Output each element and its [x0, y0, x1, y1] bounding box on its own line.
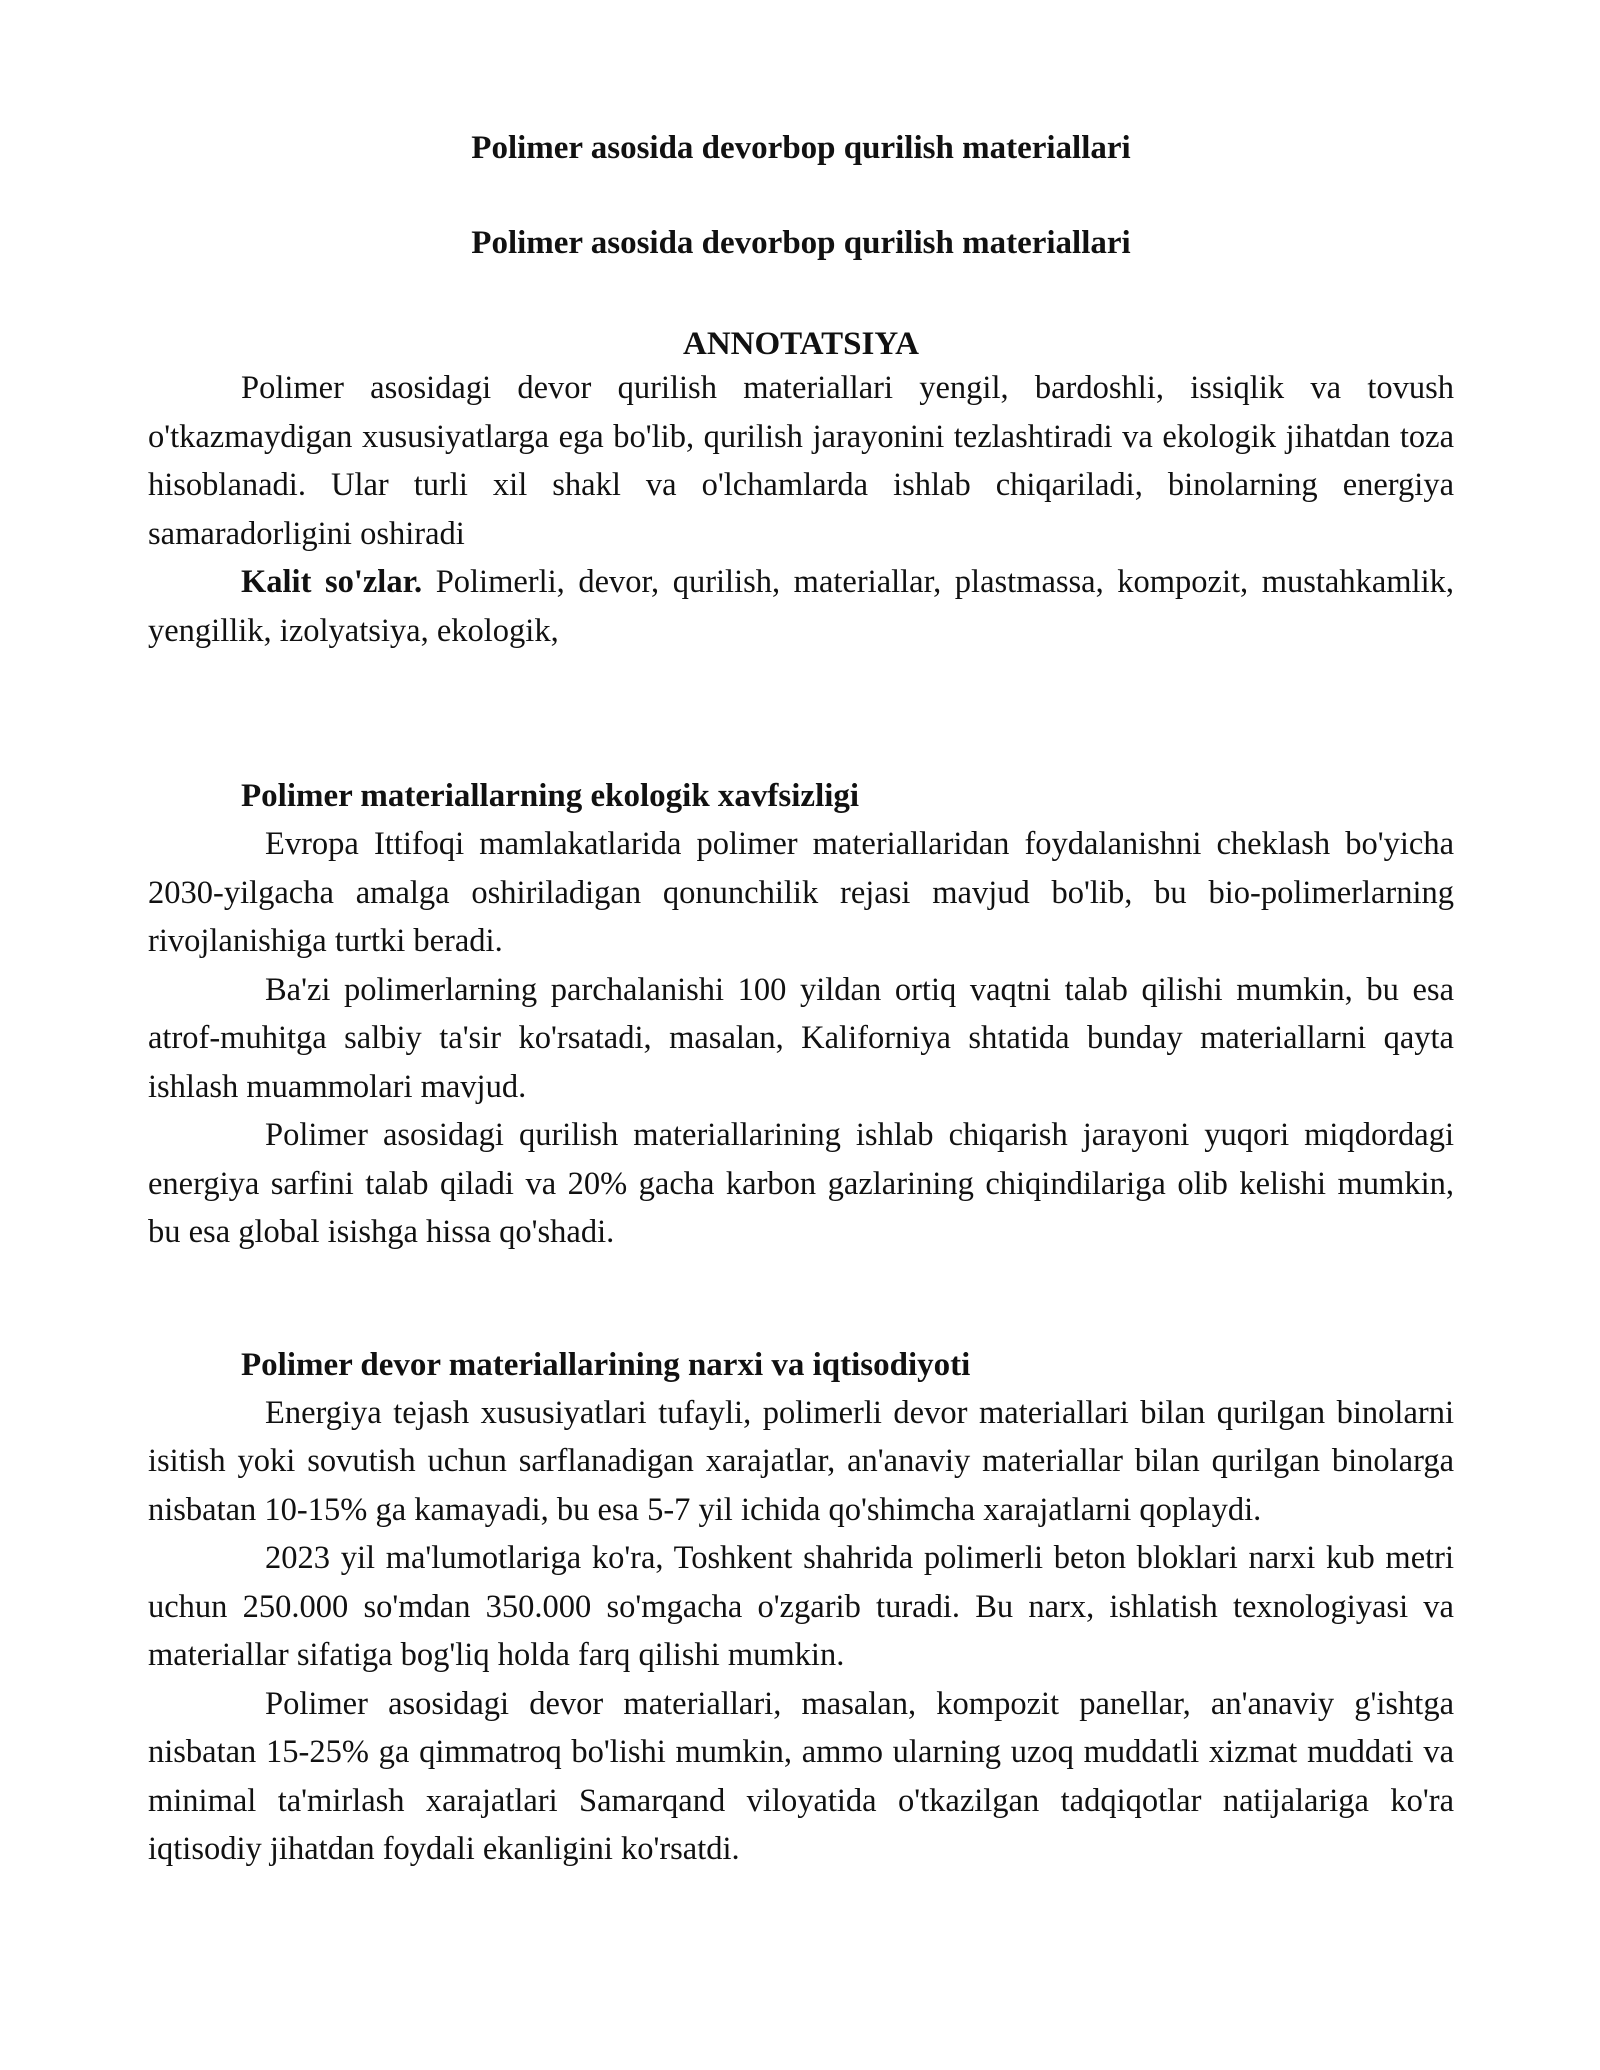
paragraph: Energiya tejash xususiyatlari tufayli, polimerli devor materiallari bilan qurilgan binolarni isitish yoki sovutish uchun sarflanadigan xarajatlar, an'anaviy materiallar bilan qurilgan binolarga nisbatan 10-15% ga kamayadi, bu esa 5-7 yil ichida qo'shimcha xarajatlarni qoplaydi. [148, 1394, 1454, 1528]
paragraph: Ba'zi polimerlarning parchalanishi 100 yildan ortiq vaqtni talab qilishi mumkin, bu esa atrof-muhitga salbiy ta'sir ko'rsatadi, masalan, Kaliforniya shtatida bunday materiallarni qayta ishlash muammolari mavjud. [148, 971, 1454, 1105]
document-title: Polimer asosida devorbop qurilish materiallari [471, 130, 1131, 166]
paragraph: Evropa Ittifoqi mamlakatlarida polimer materiallaridan foydalanishni cheklash bo'yicha 2030-yilgacha amalga oshiriladigan qonunchilik rejasi mavjud bo'lib, bu bio-polimerlarning rivojlanishiga turtki beradi. [148, 826, 1454, 959]
paragraph: Polimer asosidagi devor materiallari, masalan, kompozit panellar, an'anaviy g'ishtga nisbatan 15-25% ga qimmatroq bo'lishi mumkin, ammo ularning uzoq muddatli xizmat muddati va minimal ta'mirlash xarajatlari Samarqand viloyatida o'tkazilgan tadqiqotlar natijalariga ko'ra iqtisodiy jihatdan foydali ekanligini ko'rsatdi. [148, 1685, 1454, 1867]
document-page [148, 128, 1454, 1874]
keywords-text: Polimerli, devor, qurilish, materiallar, plastmassa, kompozit, mustahkamlik, yengillik, izolyatsiya, ekologik, [148, 564, 1454, 649]
paragraph: 2023 yil ma'lumotlariga ko'ra, Toshkent shahrida polimerli beton bloklari narxi kub metri uchun 250.000 so'mdan 350.000 so'mgacha o'zgarib turadi. Bu narx, ishlatish texnologiyasi va materiallar sifatiga bog'liq holda farq qilishi mumkin. [148, 1540, 1454, 1673]
document-title-repeat: Polimer asosida devorbop qurilish materiallari [471, 225, 1131, 261]
keywords-paragraph [148, 558, 1454, 655]
section-heading-ecology: Polimer materiallarning ekologik xavfsizligi [241, 778, 860, 814]
keywords-label: Kalit so'zlar. [241, 564, 423, 600]
annotation-text: Polimer asosidagi devor qurilish materiallari yengil, bardoshli, issiqlik va tovush o'tkazmaydigan xususiyatlarga ega bo'lib, qurilish jarayonini tezlashtiradi va ekologik jihatdan toza hisoblanadi. Ular turli xil shakl va o'lchamlarda ishlab chiqariladi, binolarning energiya samaradorligini oshiradi [148, 370, 1454, 552]
paragraph: Polimer asosidagi qurilish materiallarining ishlab chiqarish jarayoni yuqori miqdordagi energiya sarfini talab qiladi va 20% gacha karbon gazlarining chiqindilariga olib kelishi mumkin, bu esa global isishga hissa qo'shadi. [148, 1117, 1454, 1250]
annotation-heading: ANNOTATSIYA [683, 326, 919, 362]
section-heading-economy: Polimer devor materiallarining narxi va iqtisodiyoti [241, 1346, 971, 1383]
